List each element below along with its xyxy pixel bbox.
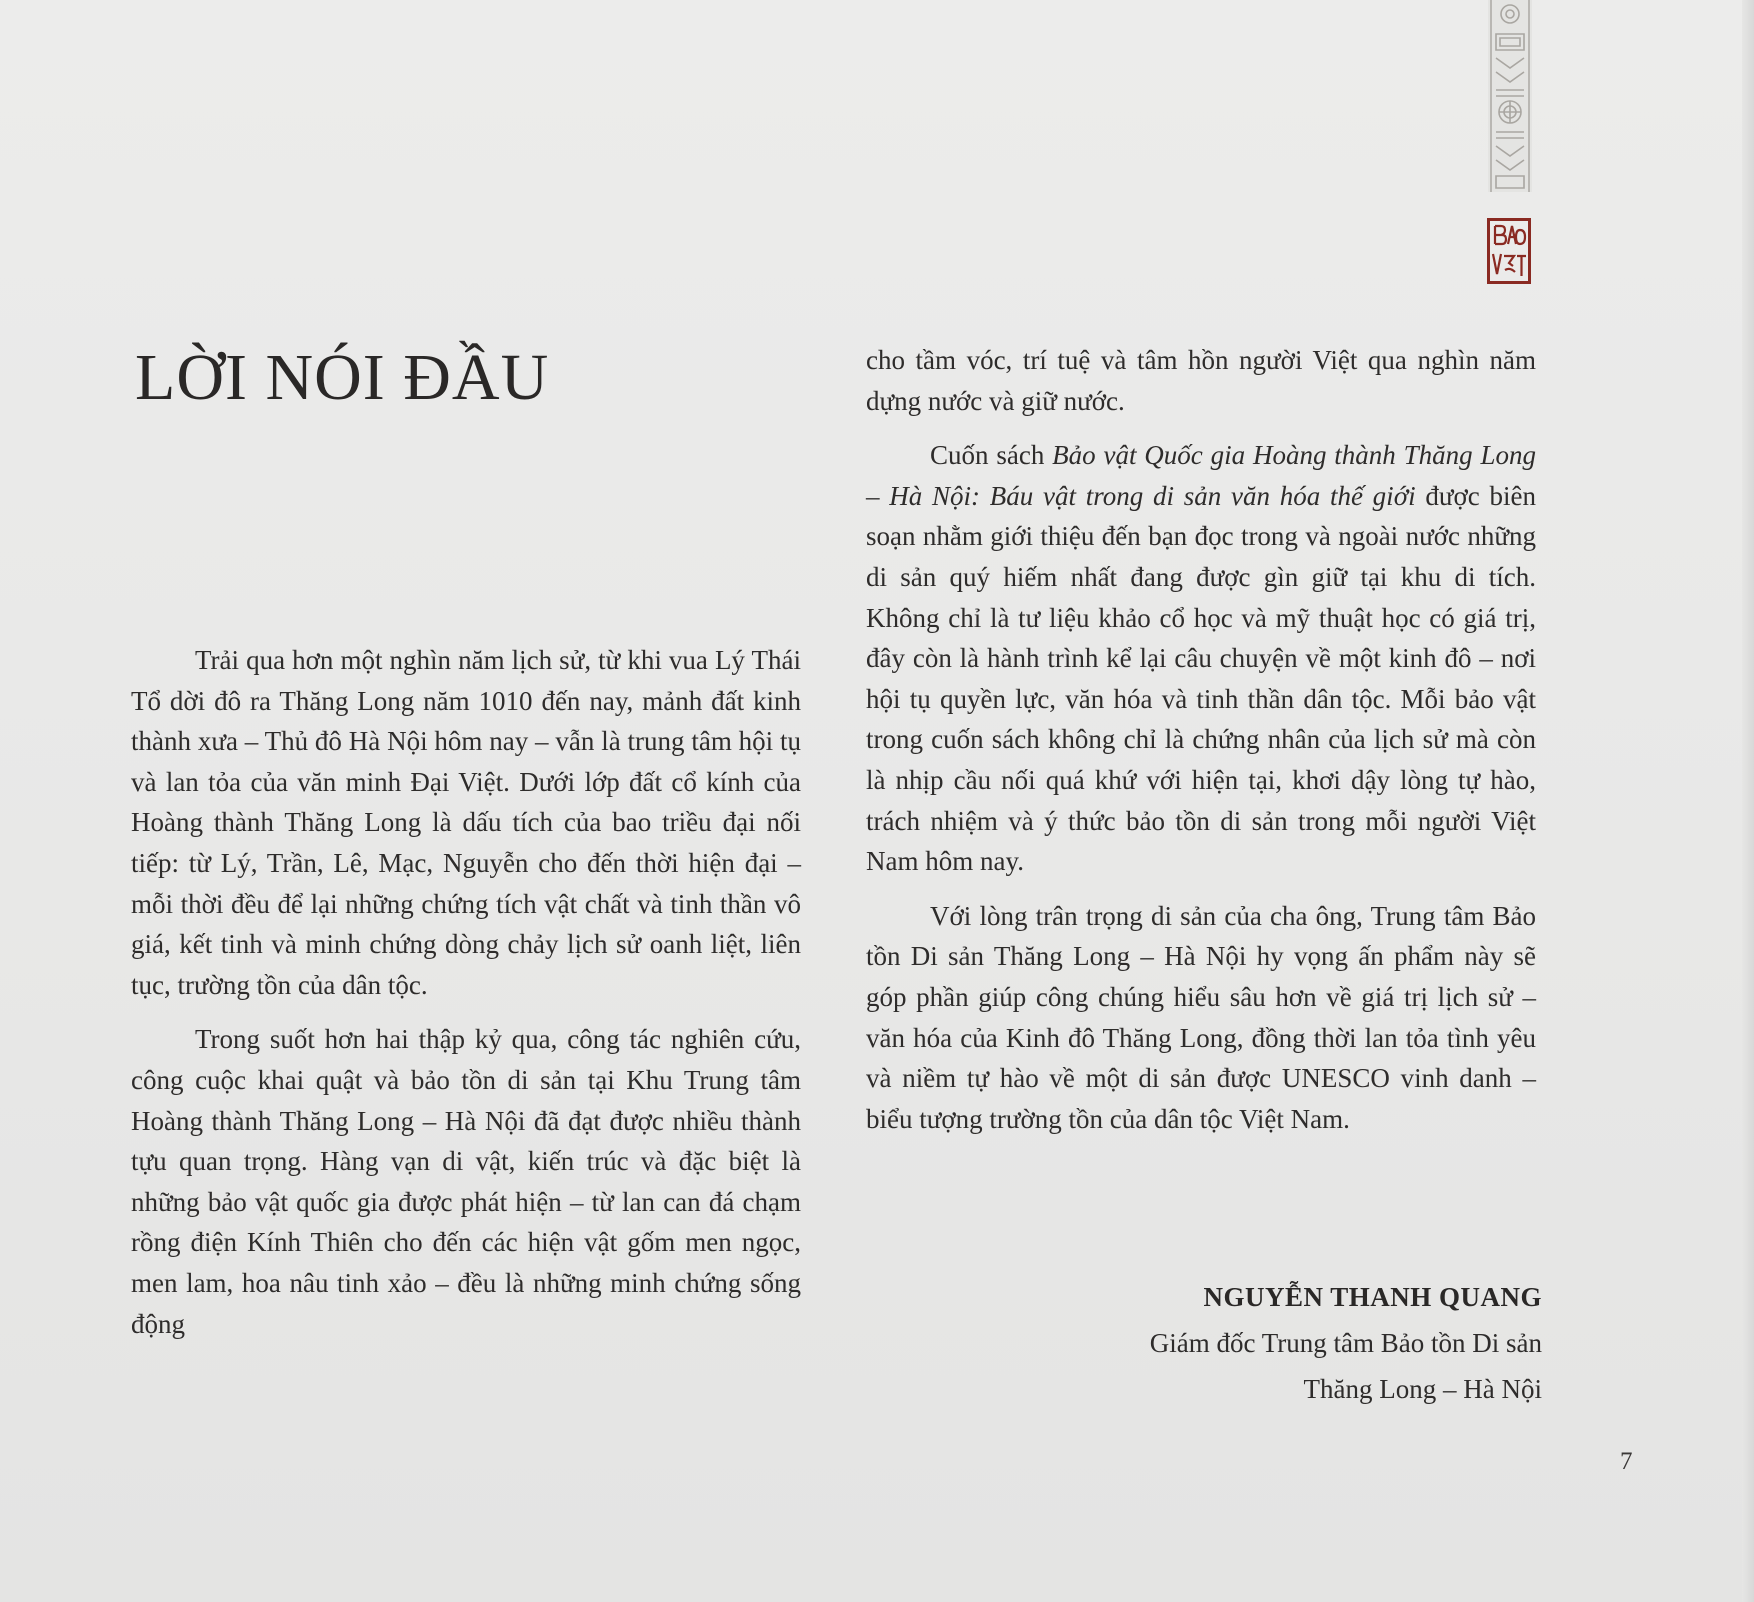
right-column bbox=[866, 340, 1536, 1153]
paragraph: Với lòng trân trọng di sản của cha ông, Trung tâm Bảo tồn Di sản Thăng Long – Hà Nội hy vọng ấn phẩm này sẽ góp phần giúp công chúng hiểu sâu hơn về giá trị lịch sử – văn hóa của Kinh đô Thăng Long, đồng thời lan tỏa tình yêu và niềm tự hào về một di sản được UNESCO vinh danh – biểu tượng trường tồn của dân tộc Việt Nam. bbox=[866, 900, 1536, 1134]
book-title: Bảo vật Quốc gia Hoàng thành Thăng Long – Hà Nội: Báu vật trong di sản văn hóa thế giới bbox=[866, 440, 1536, 511]
paragraph: Trong suốt hơn hai thập kỷ qua, công tác nghiên cứu, công cuộc khai quật và bảo tồn di sản tại Khu Trung tâm Hoàng thành Thăng Long – Hà Nội đã đạt được nhiều thành tựu quan trọng. Hàng vạn di vật, kiến trúc và đặc biệt là những bảo vật quốc gia được phát hiện – từ lan can đá chạm rồng điện Kính Thiên cho đến các hiện vật gốm men ngọc, men lam, hoa nâu tinh xảo – đều là những minh chứng sống động bbox=[131, 1024, 801, 1339]
book-intro-prefix: Cuốn sách bbox=[930, 440, 1053, 471]
paragraph: Trải qua hơn một nghìn năm lịch sử, từ khi vua Lý Thái Tổ dời đô ra Thăng Long năm 1010 đến nay, mảnh đất kinh thành xưa – Thủ đô Hà Nội hôm nay – vẫn là trung tâm hội tụ và lan tỏa của văn minh Đại Việt. Dưới lớp đất cổ kính của Hoàng thành Thăng Long là dấu tích của bao triều đại nối tiếp: từ Lý, Trần, Lê, Mạc, Nguyễn cho đến thời hiện đại – mỗi thời đều để lại những chứng tích vật chất và tinh thần vô giá, kết tinh và minh chứng dòng chảy lịch sử oanh liệt, liên tục, trường tồn của dân tộc. bbox=[131, 645, 801, 1000]
lattice-ornament-icon bbox=[1488, 0, 1532, 192]
signature-block bbox=[1000, 1274, 1542, 1412]
author-role-line1: Giám đốc Trung tâm Bảo tồn Di sản bbox=[1149, 1328, 1542, 1358]
seal-stamp-icon bbox=[1487, 218, 1531, 284]
paragraph-continuation: cho tầm vóc, trí tuệ và tâm hồn người Việt qua nghìn năm dựng nước và giữ nước. bbox=[866, 345, 1536, 416]
left-column bbox=[131, 640, 801, 1358]
page-number: 7 bbox=[1620, 1448, 1633, 1475]
paragraph-book-intro bbox=[866, 435, 1536, 882]
author-name: NGUYỄN THANH QUANG bbox=[1203, 1282, 1542, 1312]
page-title: LỜI NÓI ĐẦU bbox=[135, 341, 550, 414]
author-role-line2: Thăng Long – Hà Nội bbox=[1303, 1374, 1542, 1404]
page-edge-shadow bbox=[1742, 0, 1754, 1602]
book-intro-text: được biên soạn nhằm giới thiệu đến bạn đọc trong và ngoài nước những di sản quý hiếm nhất đang được gìn giữ tại khu di tích. Không chỉ là tư liệu khảo cổ học và mỹ thuật học có giá trị, đây còn là hành trình kể lại câu chuyện về một kinh đô – nơi hội tụ quyền lực, văn hóa và tinh thần dân tộc. Mỗi bảo vật trong cuốn sách không chỉ là chứng nhân của lịch sử mà còn là nhịp cầu nối quá khứ với hiện tại, khơi dậy lòng tự hào, trách nhiệm và ý thức bảo tồn di sản trong mỗi người Việt Nam hôm nay. bbox=[866, 480, 1536, 877]
